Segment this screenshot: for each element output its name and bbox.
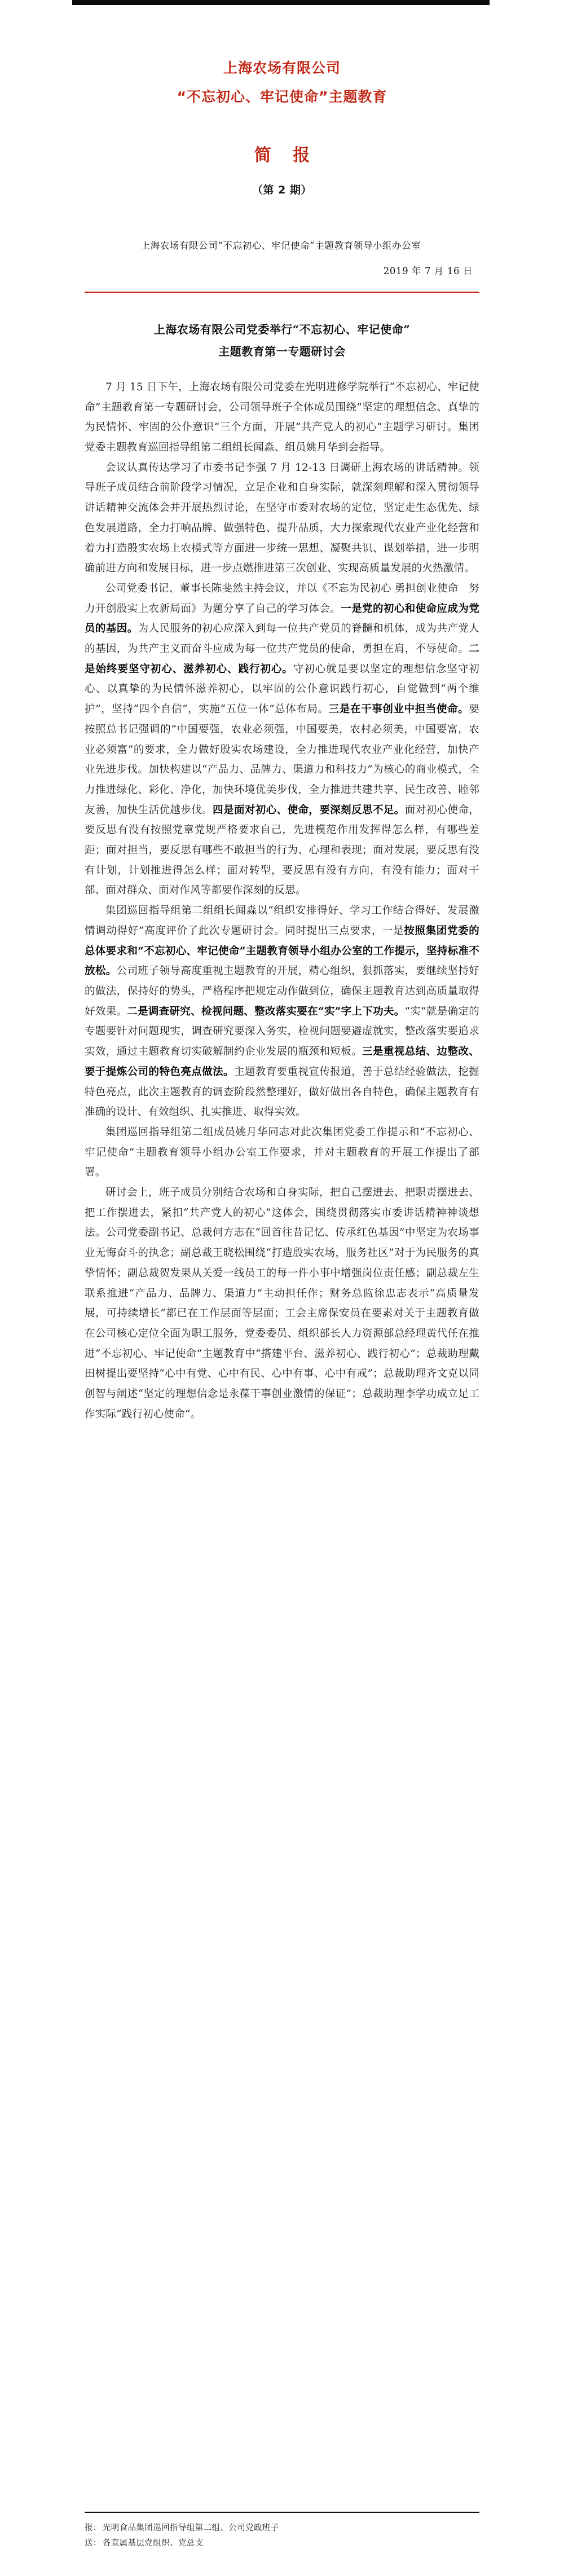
emphasis-run: 一是党的初心和使命应成为党员的基因。	[85, 602, 479, 635]
footer-divider	[85, 2512, 479, 2513]
emphasis-run: 按照集团党委的总体要求和“不忘初心、牢记使命”主题教育领导小组办公室的工作提示，坚持标准不放松。	[85, 924, 479, 977]
article-title-line-2: 主题教育第一专题研讨会	[218, 344, 346, 358]
article-paragraph	[85, 458, 479, 579]
issuer-block	[85, 239, 479, 277]
text-run: 研讨会上，班子成员分别结合农场和自身实际，把自己摆进去、把职责摆进去、把工作摆进去，紧扣“共产党人的初心”这体会，围绕贯彻落实市委讲话精神神谈想法。公司党委副书记、总裁何方志在“回首往昔记忆、传承红色基因”中坚定为农场事业无悔奋斗的执念；副总裁王晓松围绕“打造殷实农场，服务社区”对于为民服务的真挚情怀；副总裁贺发果从关爱一线员工的每一件小事中增强岗位责任感；副总裁左生联系推进“产品力、品牌力、渠道力”主动担任作；财务总监徐忠志表示“高质量发展，可持续增长”都已在工作层面等层面；工会主席保安员在要素对关于主题教育做在公司核心定位全面为职工服务，党委委员、组织部长人力资源部总经理黄代任在推进“不忘初心、牢记使命”主题教育中“搭建平台、滋养初心、践行初心”；总裁助理戴田树提出要坚持“心中有党、心中有民、心中有事、心中有戒”；总裁助理齐文克以同创智与阐述“坚定的理想信念是永葆干事创业激情的保证”；总裁助理李学功成立足工作实际“践行初心使命”。	[85, 1187, 479, 1420]
footer-distribute-label: 报：	[85, 2524, 102, 2533]
text-run: 公司班子领导高度重视主题教育的开展，精心组织，狠抓落实，要继续坚持好的做法，保持好的势头，严格程序把规定动作做到位，确保主题教育达到高质量取得好效果。	[85, 965, 479, 1018]
text-run: 面对初心使命，要反思有没有按照党章党规严格要求自己，先进模范作用发挥得怎么样，有哪些差距；面对担当，要反思有哪些不敢担当的行为、心理和表现；面对发展，要反思有没有计划，计划推进得怎么样；面对转型，要反思有没有方向，有没有能力；面对干部、面对群众、面对作风等都要作深刻的反思。	[85, 804, 479, 897]
bulletin-title: 简 报	[254, 145, 318, 165]
article-paragraph	[85, 1122, 479, 1183]
masthead-divider	[85, 292, 479, 293]
text-run: 集团巡回指导组第二组组长闻淼以“组织安排得好、学习工作结合得好、发展激情调动得好”高度评价了此次专题研讨会。同时提出三点要求，一是	[85, 905, 479, 937]
article-title-line-1: 上海农场有限公司党委举行“不忘初心、牢记使命”	[153, 322, 411, 336]
article-title	[85, 319, 479, 363]
text-run: 为人民服务的初心应深入到每一位共产党员的脊髓和机体，成为共产党人的基因，为共产主义而奋斗应成为每一位共产党员的使命，勇担在肩，不辱使命。	[85, 623, 479, 655]
article-paragraph	[85, 1183, 479, 1424]
article-body	[85, 377, 479, 1425]
issue-date: 2019 年 7 月 16 日	[383, 265, 473, 276]
text-run: 集团巡回指导组第二组成员姚月华同志对此次集团党委工作提示和“不忘初心、牢记使命”主题教育领导小组办公室工作要求，并对主题教育的开展工作提出了部署。	[85, 1126, 479, 1179]
footer-distribution-row	[85, 2521, 479, 2536]
footer-distribute-value: 光明食品集团巡回指导组第二组、公司党政班子	[102, 2524, 279, 2533]
footer-copy-value: 各直属基层党组织、党总支	[102, 2539, 204, 2548]
masthead	[85, 0, 479, 108]
text-run: 7 月 15 日下午，上海农场有限公司党委在光明进修学院举行“不忘初心、牢记使命”主题教育第一专题研讨会，公司领导班子全体成员围绕“坚定的理想信念、真挚的为民情怀、牢固的公仆意识”三个方面，开展“共产党人的初心”主题学习研讨。集团党委主题教育巡回指导组第二组组长闻淼、组员姚月华到会指导。	[85, 381, 479, 453]
issuing-office: 上海农场有限公司“不忘初心、牢记使命”主题教育领导小组办公室	[140, 240, 421, 251]
emphasis-run: 三是重视总结、边整改、要于提炼公司的特色亮点做法。	[85, 1046, 480, 1078]
text-run: 主题教育要重视宣传报道，善于总结经验做法，挖掘特色亮点，此次主题教育的调查阶段然整理好，做好做出各自特色，确保主题教育有准确的设计、有效组织、扎实推进、取得实效。	[85, 1065, 479, 1119]
document-footer	[85, 2512, 479, 2551]
masthead-campaign: “不忘初心、牢记使命”主题教育	[177, 88, 387, 105]
text-run: 要按照总书记强调的“中国要强，农业必须强，中国要美，农村必须美，中国要富，农业必须富”的要求，全力做好殷实农场建设，全力推进现代农业产业化经营，加快产业先进步伐。加快构建以“产品力、品牌力、渠道力和科技力”为核心的商业模式，全力推进绿化、彩化、净化，加快环境优美步伐，全力推进共建共享、民生改善、睦邻友善，加快生活优越步伐。	[85, 703, 479, 816]
footer-copy-row	[85, 2536, 479, 2551]
emphasis-run: 三是在干事创业中担当使命。	[328, 703, 469, 716]
footer-copy-label: 送：	[85, 2539, 102, 2548]
article-paragraph	[85, 901, 479, 1122]
emphasis-run: 四是面对初心、使命，要深刻反思不足。	[213, 804, 405, 816]
text-run: 守初心就是要以坚定的理想信念坚守初心、以真挚的为民情怀滋养初心，以牢固的公仆意识践行初心，自觉做到“两个维护”，坚持“四个自信”，实施“五位一体”总体布局。	[85, 663, 479, 716]
article-paragraph	[85, 579, 479, 901]
text-run: 会议认真传达学习了市委书记李强 7 月 12-13 日调研上海农场的讲话精神。领导班子成员结合前阶段学习情况，立足企业和自身实际，就深刻理解和深入贯彻领导讲话精神交流体会并开展热烈讨论，在坚守市委对农场的定位，坚定走生态优先、绿色发展道路，全力打响品牌、做强特色、提升品质，大力探索现代农业产业化经营和着力打造殷实农场上农模式等方面进一步统一思想、凝聚共识、谋划举措，进一步明确前进方向和发展目标，进一步点燃推进第三次创业、实现高质量发展的火热激情。	[85, 461, 479, 575]
emphasis-run: 二是调查研究、检视问题、整改落实要在“实”字上下功夫。	[127, 1005, 405, 1018]
article-paragraph	[85, 377, 479, 458]
masthead-organization: 上海农场有限公司	[223, 60, 341, 76]
bulletin-issue-number: （第 2 期）	[252, 183, 312, 196]
text-run: “实”就是确定的专题要针对问题现实，调查研究要深入务实，检视问题要避虚就实，整改落实要追求实效，通过主题教育切实破解制约企业发展的瓶颈和短板。	[85, 1005, 479, 1058]
scan-top-bar	[72, 0, 490, 5]
text-run: 公司党委书记、董事长陈斐然主持会议，并以《不忘为民初心 勇担创业使命 努力开创殷实上农新局面》为题分享了自己的学习体会。	[85, 582, 479, 615]
emphasis-run: 二是始终要坚守初心、滋养初心、践行初心。	[85, 643, 479, 675]
